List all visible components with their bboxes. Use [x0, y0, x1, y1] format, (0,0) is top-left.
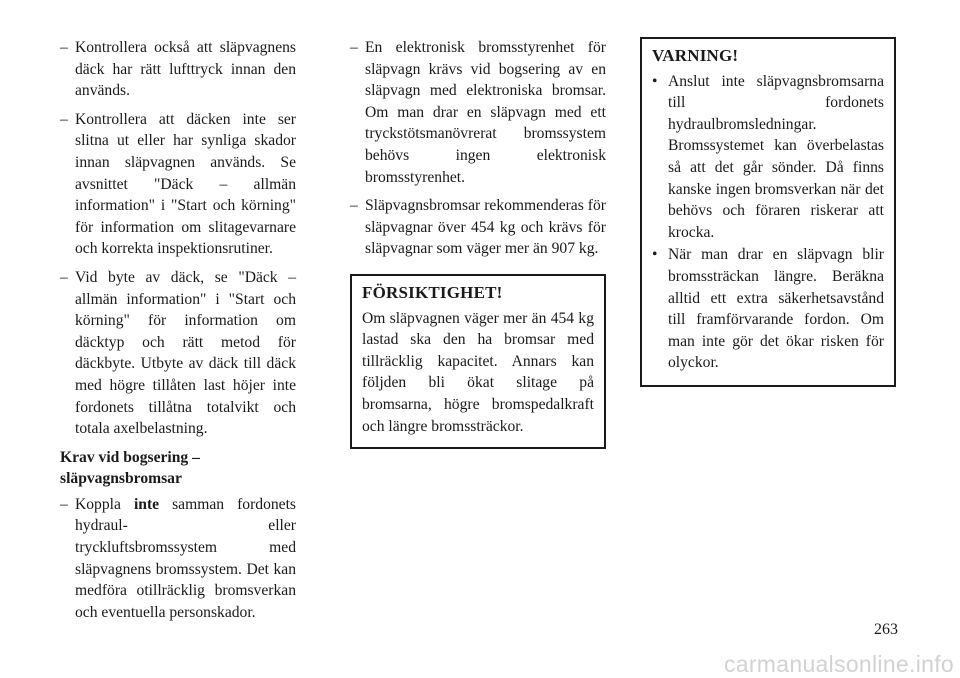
warning-item — [652, 71, 884, 244]
caution-box — [350, 274, 606, 449]
list-item — [350, 195, 606, 260]
text-post: samman fordonets hydraul- eller tryckluftsbromssystem med släpvagnens bromssystem. Det kan medföra otillräcklig bromsverkan och eventuella personskador. — [75, 495, 296, 621]
caution-title: FÖRSIKTIGHET! — [362, 282, 503, 302]
dash-marker: – — [350, 39, 358, 56]
middle-column — [350, 37, 606, 449]
right-column — [640, 37, 896, 387]
warning-title: VARNING! — [652, 46, 739, 65]
list-item — [60, 267, 296, 440]
warning-item-text: Anslut inte släpvagnsbromsarna till fordonets hydraulbromsledningar. Bromssystemet kan överbelastas så att det går sönder. Då finns kanske ingen bromsverkan när det behövs och föraren riskerar att krocka. — [668, 72, 884, 241]
warning-item-text: När man drar en släpvagn blir bromssträckan längre. Beräkna alltid ett extra säkerhetsavstånd till framförvarande fordon. Om man inte gör det ökar risken för olyckor. — [668, 246, 884, 372]
dash-marker: – — [60, 110, 68, 128]
section-heading: Krav vid bogsering – släpvagnsbromsar — [60, 448, 200, 488]
page-number: 263 — [874, 621, 898, 638]
dash-marker: – — [60, 268, 68, 286]
list-item — [60, 109, 296, 260]
list-item-text: Kontrollera att däcken inte ser slitna ut eller har synliga skador innan släpvagnen används. Se avsnittet "Däck – allmän information" i "Start och körning" för information om slitagevarnare och korrekta inspektionsrutiner. — [75, 110, 296, 258]
list-item — [60, 494, 296, 624]
warning-item — [652, 244, 884, 374]
text-pre: Koppla — [75, 495, 134, 513]
emphasis-word: inte — [133, 495, 160, 513]
list-item — [350, 37, 606, 188]
list-item-text — [75, 494, 296, 624]
watermark: carmanualsonline.info — [723, 651, 954, 678]
list-item-text: Kontrollera också att släpvagnens däck har rätt lufttryck innan den används. — [75, 39, 296, 100]
caution-text: Om släpvagnen väger mer än 454 kg lastad ska den ha bromsar med tillräcklig kapacitet. Annars kan följden bli ökat slitage på bromsarna, högre bromspedalkraft och längre bromssträckor. — [362, 309, 594, 435]
list-item-text: En elektronisk bromsstyrenhet för släpvagn krävs vid bogsering av en släpvagn med elektroniska bromsar. Om man drar en släpvagn med ett tryckstötsmanövrerat bromssystem behövs ingen elektronisk bromsstyrenhet. — [365, 39, 606, 186]
dash-marker: – — [60, 39, 68, 56]
list-item-text: Släpvagnsbromsar rekommenderas för släpvagnar över 454 kg och krävs för släpvagnar som väger mer än 907 kg. — [365, 197, 606, 258]
bullet-marker: • — [652, 72, 658, 90]
list-item — [60, 37, 296, 102]
list-item-text: Vid byte av däck, se "Däck – allmän information" i "Start och körning" för information om däcktyp och rätt metod för däckbyte. Utbyte av däck till däck med högre tillåten last höjer inte fordonets tillåtna totalvikt och totala axelbelastning. — [75, 268, 296, 438]
dash-marker: – — [350, 197, 358, 215]
left-column — [60, 37, 296, 630]
bullet-marker: • — [652, 246, 658, 264]
dash-marker: – — [60, 495, 68, 513]
warning-box — [640, 37, 896, 387]
